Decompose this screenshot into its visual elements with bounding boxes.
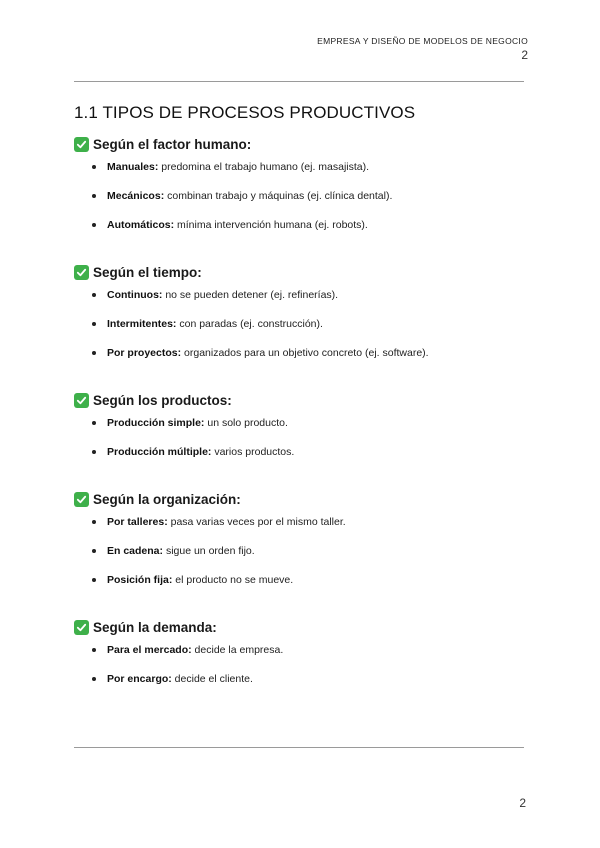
check-mark-icon (74, 393, 89, 408)
item-term: Producción múltiple: (107, 446, 212, 458)
list-item (74, 643, 524, 672)
sections-container (74, 137, 524, 701)
check-mark-icon (74, 620, 89, 635)
section-heading-text: Según el tiempo: (93, 265, 202, 280)
bullet-list (74, 643, 524, 701)
section-heading (74, 620, 524, 635)
bullet-dot-icon (92, 351, 96, 355)
item-description: el producto no se mueve. (172, 574, 294, 586)
list-item (74, 445, 524, 474)
item-term: Por proyectos: (107, 347, 182, 359)
section-heading (74, 393, 524, 408)
item-description: con paradas (ej. construcción). (176, 318, 323, 330)
page-content (74, 103, 524, 719)
bullet-dot-icon (92, 165, 96, 169)
section-heading (74, 137, 524, 152)
bullet-dot-icon (92, 322, 96, 326)
bullet-dot-icon (92, 293, 96, 297)
bullet-dot-icon (92, 648, 96, 652)
section-heading (74, 492, 524, 507)
bullet-dot-icon (92, 194, 96, 198)
item-description: combinan trabajo y máquinas (ej. clínica dental). (164, 190, 393, 202)
list-item (74, 416, 524, 445)
section-heading-text: Según la organización: (93, 492, 241, 507)
item-description: un solo producto. (204, 417, 288, 429)
bullet-list (74, 288, 524, 375)
item-description: organizados para un objetivo concreto (ej. software). (181, 347, 429, 359)
section (74, 137, 524, 247)
bullet-dot-icon (92, 520, 96, 524)
item-description: varios productos. (211, 446, 295, 458)
check-mark-icon (74, 492, 89, 507)
section (74, 620, 524, 701)
bullet-dot-icon (92, 549, 96, 553)
page-title: 1.1 TIPOS DE PROCESOS PRODUCTIVOS (74, 103, 416, 122)
bullet-list (74, 416, 524, 474)
section-heading-text: Según los productos: (93, 393, 232, 408)
section (74, 393, 524, 474)
running-header-title: EMPRESA Y DISEÑO DE MODELOS DE NEGOCIO (317, 36, 528, 46)
header-divider (74, 81, 524, 82)
footer-divider (74, 747, 524, 748)
check-mark-icon (74, 265, 89, 280)
item-description: no se pueden detener (ej. refinerías). (162, 289, 339, 301)
list-item (74, 573, 524, 602)
item-description: decide la empresa. (191, 644, 284, 656)
item-description: mínima intervención humana (ej. robots). (174, 219, 368, 231)
section (74, 265, 524, 375)
item-term: Por encargo: (107, 673, 172, 685)
item-term: Para el mercado: (107, 644, 192, 656)
item-term: En cadena: (107, 545, 164, 557)
list-item (74, 544, 524, 573)
list-item (74, 160, 524, 189)
bullet-list (74, 515, 524, 602)
item-term: Mecánicos: (107, 190, 165, 202)
item-term: Intermitentes: (107, 318, 177, 330)
item-description: predomina el trabajo humano (ej. masajista). (158, 161, 370, 173)
bullet-dot-icon (92, 578, 96, 582)
footer-page-number: 2 (519, 796, 526, 810)
list-item (74, 288, 524, 317)
bullet-dot-icon (92, 421, 96, 425)
item-term: Continuos: (107, 289, 163, 301)
list-item (74, 346, 524, 375)
running-header-page-number: 2 (521, 48, 528, 62)
item-term: Manuales: (107, 161, 159, 173)
item-term: Automáticos: (107, 219, 175, 231)
item-description: pasa varias veces por el mismo taller. (167, 516, 346, 528)
item-term: Posición fija: (107, 574, 173, 586)
list-item (74, 515, 524, 544)
item-term: Por talleres: (107, 516, 168, 528)
list-item (74, 218, 524, 247)
list-item (74, 672, 524, 701)
item-description: sigue un orden fijo. (163, 545, 255, 557)
list-item (74, 317, 524, 346)
item-description: decide el cliente. (171, 673, 253, 685)
check-mark-icon (74, 137, 89, 152)
bullet-list (74, 160, 524, 247)
section-heading (74, 265, 524, 280)
section (74, 492, 524, 602)
bullet-dot-icon (92, 223, 96, 227)
item-term: Producción simple: (107, 417, 205, 429)
bullet-dot-icon (92, 450, 96, 454)
bullet-dot-icon (92, 677, 96, 681)
section-heading-text: Según el factor humano: (93, 137, 252, 152)
list-item (74, 189, 524, 218)
section-heading-text: Según la demanda: (93, 620, 217, 635)
